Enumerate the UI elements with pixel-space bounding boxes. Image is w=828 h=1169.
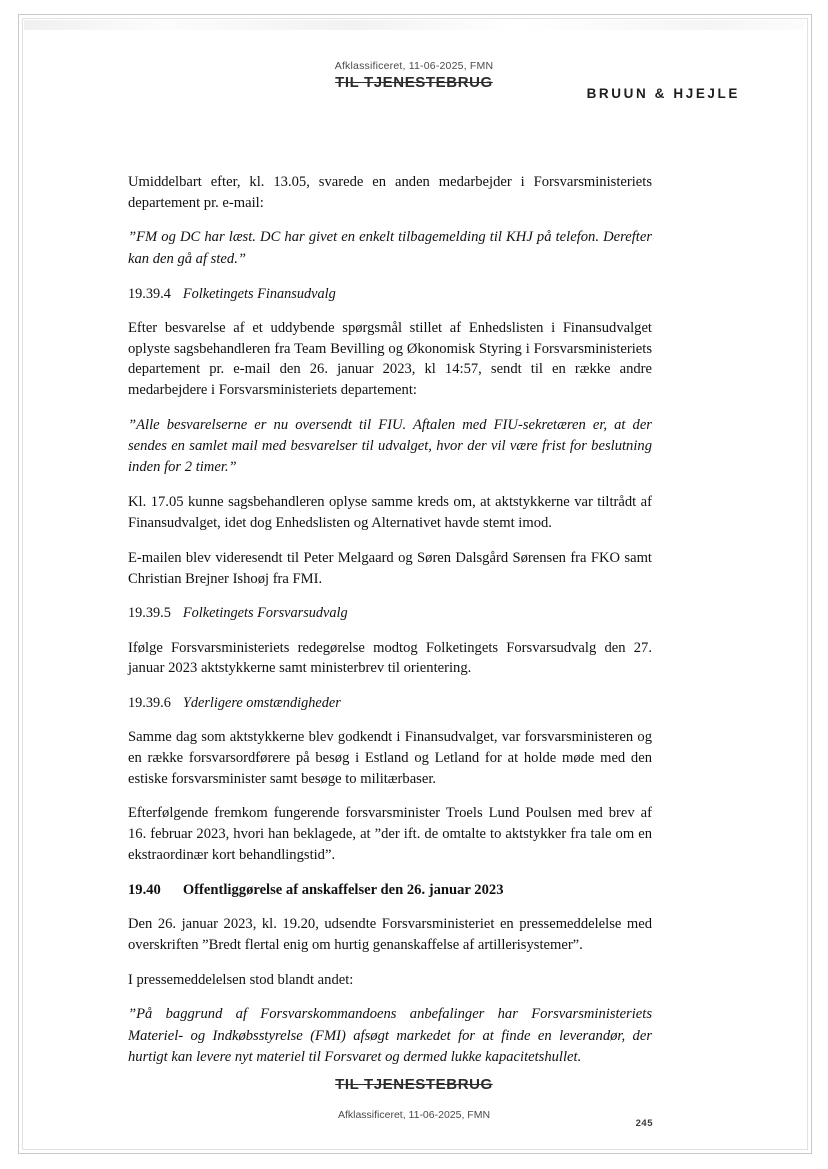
- paragraph: Samme dag som aktstykkerne blev godkendt i Finansudvalget, var forsvarsministeren og en række forsvarsordførere på besøg i Estland og Letland for at holde møde med den estiske forsvarsminister samt besøge to militærbaser.: [128, 729, 652, 787]
- section-title: Folketingets Finansudvalg: [182, 285, 336, 302]
- paragraph: Efterfølgende fremkom fungerende forsvarsminister Troels Lund Poulsen med brev af 16. februar 2023, hvori han beklagede, at ”der ift. de omtalte to aktstykker fra tale om en ekstraordinær kort behandlingstid”.: [128, 805, 652, 863]
- paragraph: Ifølge Forsvarsministeriets redegørelse modtog Folketingets Forsvarsudvalg den 27. januar 2023 aktstykkerne samt ministerbrev til orientering.: [128, 639, 652, 677]
- section-heading-19-40: [128, 880, 652, 901]
- section-title: Folketingets Forsvarsudvalg: [182, 605, 348, 622]
- law-firm-logo: BRUUN & HJEJLE: [586, 86, 740, 101]
- paragraph: Efter besvarelse af et uddybende spørgsmål stillet af Enhedslisten i Finansudvalget oplyste sagsbehandleren fra Team Bevilling og Økonomisk Styring i Forsvarsministeriets departement pr. e-mail den 26. januar 2023, kl 14:57, sendt til en række andre medarbejdere i Forsvarsministeriets departement:: [128, 320, 652, 399]
- paragraph: Kl. 17.05 kunne sagsbehandleren oplyse samme kreds om, at aktstykkerne var tiltrådt af Finansudvalget, idet dog Enhedslisten og Alternativet havde stemt imod.: [128, 494, 652, 532]
- page-header: [0, 60, 828, 120]
- paragraph: Den 26. januar 2023, kl. 19.20, udsendte Forsvarsministeriet en pressemeddelelse med overskriften ”Bredt flertal enig om hurtig genanskaffelse af artillerisystemer”.: [128, 916, 652, 954]
- classification-stamp-top: Afklassificeret, 11-06-2025, FMN: [334, 60, 494, 72]
- blockquote: ”FM og DC har læst. DC har givet en enkelt tilbagemelding til KHJ på telefon. Derefter kan den gå af sted.”: [128, 229, 652, 267]
- section-number: 19.40: [128, 881, 161, 898]
- blockquote: ”På baggrund af Forsvarskommandoens anbefalinger har Forsvarsministeriets Materiel- og Indkøbsstyrelse (FMI) afsøgt markedet for at finde en leverandør, der hurtigt kan levere nyt materiel til Forsvaret og dermed lukke kapacitetshullet.: [128, 1006, 652, 1065]
- section-number: 19.39.5: [128, 605, 171, 622]
- page-footer: [0, 1076, 828, 1121]
- section-title: Offentliggørelse af anskaffelser den 26. januar 2023: [182, 881, 504, 898]
- page-number: 245: [635, 1118, 653, 1129]
- section-number: 19.39.6: [128, 695, 171, 711]
- security-marking-top: TIL TJENESTEBRUG: [335, 74, 493, 91]
- paragraph: Umiddelbart efter, kl. 13.05, svarede en anden medarbejder i Forsvarsministeriets departement pr. e-mail:: [128, 174, 652, 211]
- section-title: Yderligere omstændigheder: [182, 695, 341, 711]
- paragraph: E-mailen blev videresendt til Peter Melgaard og Søren Dalsgård Sørensen fra FKO samt Christian Brejner Ishoøj fra FMI.: [128, 549, 652, 587]
- scan-artifact: [24, 20, 804, 30]
- security-marking-bottom: TIL TJENESTEBRUG: [335, 1076, 493, 1093]
- section-heading-19-39-5: [128, 603, 652, 623]
- blockquote: ”Alle besvarelserne er nu oversendt til FIU. Aftalen med FIU-sekretæren er, at der sendes en samlet mail med besvarelser til udvalget, hvor der vil være frist for beslutning inden for 2 timer.”: [128, 416, 652, 476]
- section-heading-19-39-6: [128, 693, 652, 713]
- section-heading-19-39-4: [128, 284, 652, 304]
- paragraph: I pressemeddelelsen stod blandt andet:: [128, 971, 354, 988]
- document-body: [128, 172, 652, 1082]
- classification-stamp-bottom: Afklassificeret, 11-06-2025, FMN: [337, 1109, 491, 1121]
- section-number: 19.39.4: [128, 285, 171, 302]
